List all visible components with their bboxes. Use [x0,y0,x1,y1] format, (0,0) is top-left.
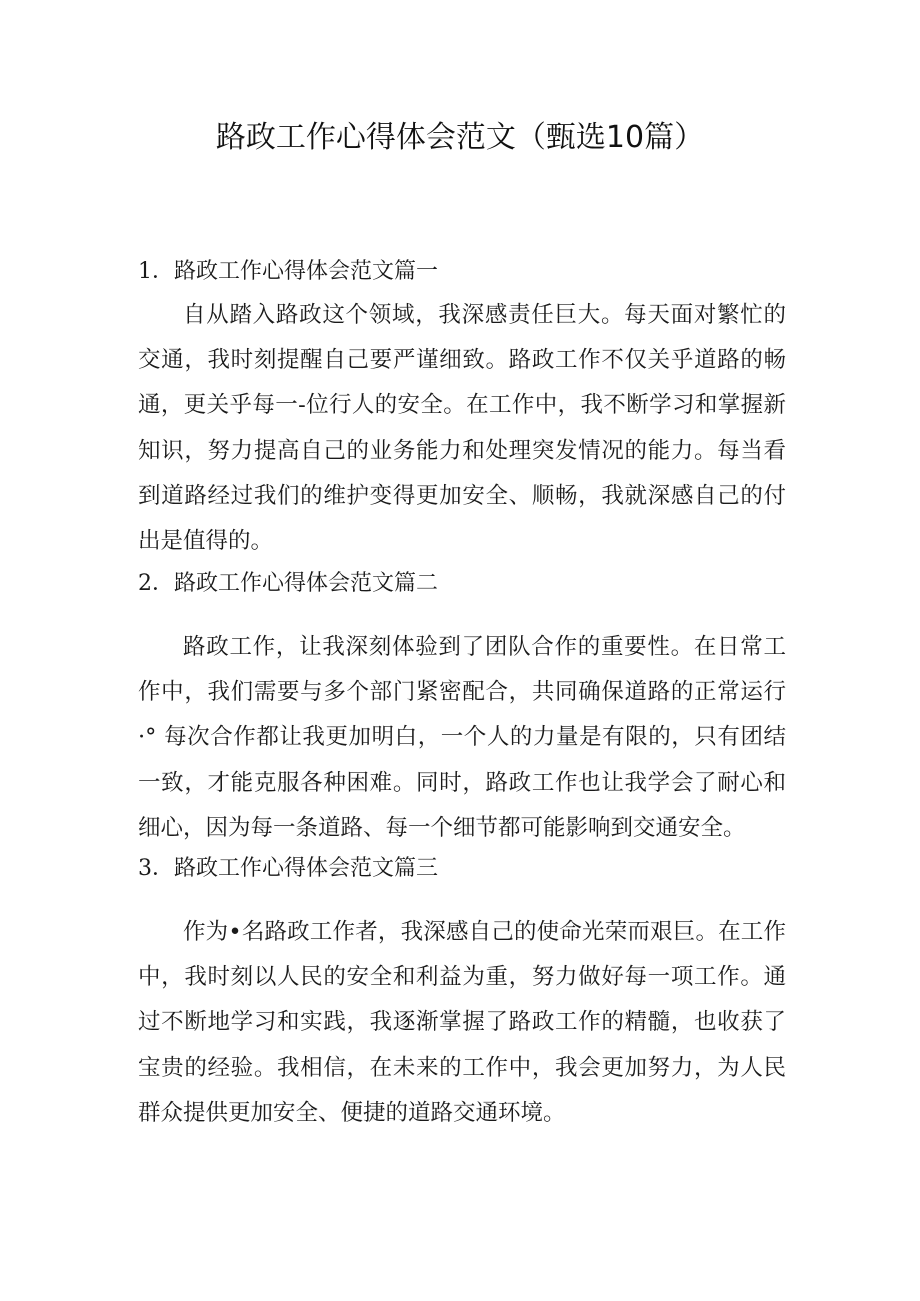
section-body-2: 路政工作，让我深刻体验到了团队合作的重要性。在日常工作中，我们需要与多个部门紧密配合，共同确保道路的正常运行·° 每次合作都让我更加明白，一个人的力量是有限的，只有团结一致，才能克服各种困难。同时，路政工作也让我学会了耐心和细心，因为每一条道路、每一个细节都可能影响到交通安全。 [138,634,786,841]
section-heading-3: 3．路政工作心得体会范文篇三 [138,856,438,881]
section-heading-1: 1．路政工作心得体会范文篇一 [138,259,438,284]
section-body-3: 作为•名路政工作者，我深感自己的使命光荣而艰巨。在工作中，我时刻以人民的安全和利益为重，努力做好每一项工作。通过不断地学习和实践，我逐渐掌握了路政工作的精髓，也收获了宝贵的经验。我相信，在未来的工作中，我会更加努力，为人民群众提供更加安全、便捷的道路交通环境。 [138,919,786,1126]
section-heading-2: 2．路政工作心得体会范文篇二 [138,571,438,596]
section-body-1: 自从踏入路政这个领域，我深感责任巨大。每天面对繁忙的交通，我时刻提醒自己要严谨细致。路政工作不仅关乎道路的畅通，更关乎每一-位行人的安全。在工作中，我不断学习和掌握新知识，努力提高自己的业务能力和处理突发情况的能力。每当看到道路经过我们的维护变得更加安全、顺畅，我就深感自己的付出是值得的。 [138,302,786,555]
page-title: 路政工作心得体会范文（甄选10篇） [215,120,705,155]
